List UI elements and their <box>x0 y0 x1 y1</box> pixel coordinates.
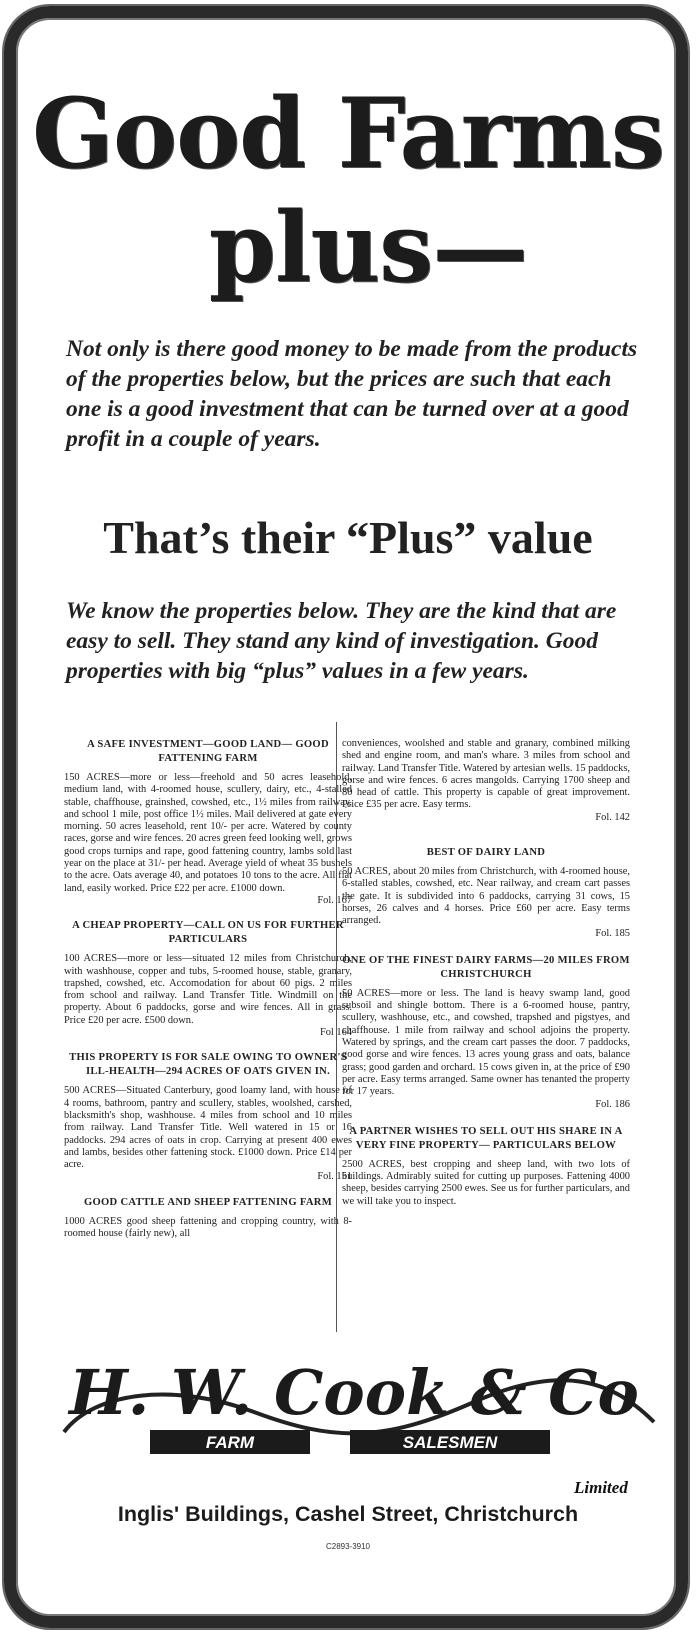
plus-value-heading: That’s their “Plus” value <box>103 512 593 563</box>
listing <box>342 954 630 1111</box>
advertisement <box>22 22 674 1612</box>
folio-number: Fol. 185 <box>595 927 630 939</box>
folio-number: Fol 164 <box>319 1027 352 1039</box>
limited-label: Limited <box>574 1478 628 1497</box>
listing <box>342 846 630 940</box>
folio-number: Fol. 186 <box>595 1098 630 1110</box>
listing-continued <box>342 738 630 824</box>
headline-line2: plus— <box>208 191 528 304</box>
listing-body: 2500 ACRES, best cropping and sheep land, with two lots of buildings. Admirably suited for cutting up purposes. Fattening 4000 sheep, besides carrying 2500 ewes. See us for further particulars, and we will take you to inspect. <box>342 1158 630 1207</box>
farm-label: FARM <box>205 1433 255 1452</box>
listing-body: 1000 ACRES good sheep fattening and cropping country, with 8-roomed house (fairly new), all <box>64 1215 352 1240</box>
listing-body: 50 ACRES—more or less. The land is heavy swamp land, good subsoil and shingle bottom. There is a 6-roomed house, pantry, scullery, washhouse, etc., and cowshed, trapshed and pigstyes, and chaffhouse. 1 mile from railway and school adjoins the property. Watered by springs, and the cream cart passes the door. 7 paddocks, good gorse and wire fences. 13 acres young grass and oats, balance grass; good garden and orchard. 15 cows given in, at the price of £90 per acre. Easy terms arranged. Same owner has tenanted the property for 17 years. <box>342 987 630 1098</box>
folio-number: Fol. 151 <box>317 1171 352 1183</box>
folio-number: Fol. 142 <box>595 811 630 823</box>
listing-heading: A PARTNER WISHES TO SELL OUT HIS SHARE IN A VERY FINE PROPERTY— PARTICULARS BELOW <box>349 1125 623 1151</box>
listing-body: 150 ACRES—more or less—freehold and 50 acres leasehold, medium land, with 4-roomed house, scullery, dairy, etc., 4-stalled stable, chaffhouse, grainshed, cowshed, etc., 1½ miles from railway, and school 1 mile, post office 1½ miles. Mail delivered at gate every morning. 50 acres leasehold, rent 10/- per acre. Watered by county races, gorse and wire fences. 20 acres green feed looking well, grows good crops turnips and rape, good fattening country, lambs sold last year on the place at 31/- per head. Average yield of wheat 35 bushels to the acre. Oats average 40, and potatoes 10 tons to the acre. All flat land, easily worked. Price £22 per acre. £1000 down. <box>64 772 352 894</box>
salesmen-label: SALESMEN <box>402 1433 498 1452</box>
listing-heading: THIS PROPERTY IS FOR SALE OWING TO OWNER'S ILL-HEALTH—294 ACRES OF OATS GIVEN IN. <box>69 1052 347 1078</box>
listing <box>64 1051 352 1183</box>
left-column <box>64 738 352 1252</box>
company-logo <box>54 1352 664 1472</box>
folio-number: Fol. 167 <box>317 894 352 906</box>
listing-heading: BEST OF DAIRY LAND <box>426 847 546 859</box>
logo-text: H. W. Cook & Co <box>69 1356 639 1429</box>
know-paragraph: We know the properties below. They are the kind that are easy to sell. They stand any kind of investigation. Good properties with big “plus” values in a few years. <box>66 598 617 684</box>
listing <box>64 1196 352 1241</box>
listing-heading: GOOD CATTLE AND SHEEP FATTENING FARM <box>83 1196 333 1208</box>
listing-heading: A SAFE INVESTMENT—GOOD LAND— GOOD FATTENING FARM <box>87 739 329 764</box>
listing <box>342 1125 630 1208</box>
listing-body: conveniences, woolshed and stable and granary, combined milking shed and engine room, and man's whare. 3 miles from school and railway. Land Transfer Title. Watered by artesian wells. 15 paddocks, gorse and wire fences. 6 acres mangolds. Carrying 1700 sheep and 80 head of cattle. This property is capable of great improvement. Price £35 per acre. Easy terms. <box>342 738 630 811</box>
address: Inglis' Buildings, Cashel Street, Christchurch <box>117 1502 579 1526</box>
listing-body: 100 ACRES—more or less—situated 12 miles from Christchurch, with washhouse, copper and tubs, 5-roomed house, stable, granary, trapshed, cowshed, etc. Accomodation for about 60 pigs. 2 miles from school and railway. Land Transfer Title. Windmill on the property. About 6 paddocks, gorse and wire fences. All in grass. Price £20 per acre. £500 down. <box>64 953 352 1026</box>
listing <box>64 738 352 907</box>
listing <box>64 919 352 1039</box>
right-column <box>342 738 630 1220</box>
ad-code: C2893-3910 <box>325 1542 371 1551</box>
intro-paragraph: Not only is there good money to be made from the products of the properties below, but the prices are such that each one is a good investment that can be turned over at a good profit in a couple of years. <box>66 336 638 452</box>
listing-body: 500 ACRES—Situated Canterbury, good loamy land, with house of 4 rooms, bathroom, pantry and scullery, stables, woolshed, carshed, blacksmith's shop, washhouse. 4 miles from school and 10 miles from railway. Land Transfer Title. Well watered in 15 or 16 paddocks. 294 acres of oats in crop. Carrying at present 400 ewes and lambs, besides other fattening stock. £1000 down. Price £14 per acre. <box>64 1085 352 1171</box>
listing-body: 50 ACRES, about 20 miles from Christchurch, with 4-roomed house, 6-stalled stables, cowshed, etc. Near railway, and cream cart passes the gate. It is subdivided into 6 paddocks, carrying 31 cows, 15 horses, 26 calves and 4 horses. Price £60 per acre. Easy terms arranged. <box>342 866 630 927</box>
listing-heading: A CHEAP PROPERTY—CALL ON US FOR FURTHER PARTICULARS <box>72 920 344 946</box>
headline-line1: Good Farms <box>32 77 664 190</box>
listing-heading: ONE OF THE FINEST DAIRY FARMS—20 MILES FROM CHRISTCHURCH <box>342 954 630 980</box>
